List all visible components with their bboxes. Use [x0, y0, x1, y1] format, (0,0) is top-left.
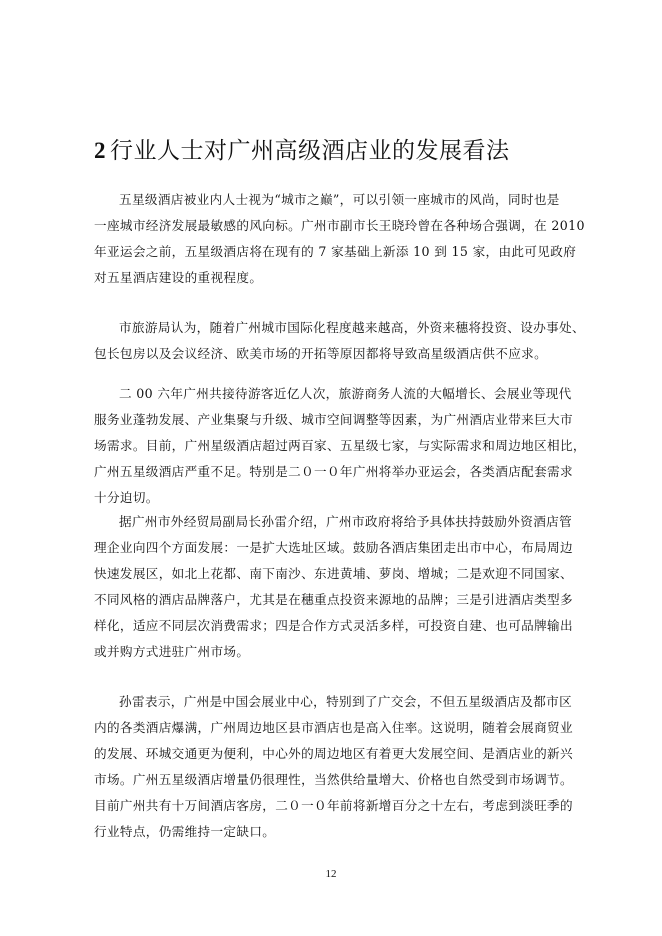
section-number: 2: [94, 138, 106, 163]
paragraph-line: 快速发展区，如北上花都、南下南沙、东进黄埔、萝岗、增城；二是欢迎不同国家、: [94, 566, 573, 581]
paragraph: [94, 187, 594, 291]
paragraph-line: 年亚运会之前，五星级酒店将在现有的 7 家基础上新添 10 到 15 家，由此可见政府: [94, 244, 577, 259]
section-title: 行业人士对广州高级酒店业的发展看法: [110, 138, 510, 164]
paragraph-line: 或并购方式进驻广州市场。: [94, 644, 250, 659]
paragraph-line: 的发展、环城交通更为便利，中心外的周边地区有着更大发展空间、是酒店业的新兴: [94, 746, 573, 761]
paragraph-line: 理企业向四个方面发展：一是扩大选址区域。鼓励各酒店集团走出市中心，布局周边: [94, 540, 573, 555]
paragraph: [94, 315, 594, 367]
page-number: 12: [325, 868, 337, 880]
paragraph-line: 十分迫切。: [94, 490, 159, 505]
paragraph: [94, 509, 594, 665]
paragraph: [94, 381, 594, 511]
paragraph-line: 目前广州共有十万间酒店客房，二０一０年前将新增百分之十左右，考虑到淡旺季的: [94, 798, 573, 813]
paragraph-line: 服务业蓬勃发展、产业集聚与升级、城市空间调整等因素，为广州酒店业带来巨大市: [94, 412, 573, 427]
paragraph-line: 据广州市外经贸局副局长孙雷介绍，广州市政府将给予具体扶持鼓励外资酒店管: [119, 514, 573, 529]
paragraph-line: 内的各类酒店爆满，广州周边地区县市酒店也是高入住率。这说明，随着会展商贸业: [94, 720, 573, 735]
paragraph-line: 一座城市经济发展最敏感的风向标。广州市副市长王晓玲曾在各种场合强调，在 2010: [94, 218, 585, 233]
paragraph: [94, 689, 594, 845]
paragraph-line: 五星级酒店被业内人士视为“城市之巅”，可以引领一座城市的风尚，同时也是: [119, 192, 560, 207]
paragraph-line: 市旅游局认为，随着广州城市国际化程度越来越高，外资来穗将投资、设办事处、: [119, 320, 585, 335]
paragraph-line: 样化，适应不同层次消费需求；四是合作方式灵活多样，可投资自建、也可品牌输出: [94, 618, 573, 633]
paragraph-line: 包长包房以及会议经济、欧美市场的开拓等原因都将导致高星级酒店供不应求。: [94, 346, 548, 361]
paragraph-line: 二 00 六年广州共接待游客近亿人次，旅游商务人流的大幅增长、会展业等现代: [119, 386, 572, 401]
paragraph-line: 场需求。目前，广州星级酒店超过两百家、五星级七家，与实际需求和周边地区相比，: [94, 438, 586, 453]
paragraph-line: 广州五星级酒店严重不足。特别是二０一０年广州将举办亚运会，各类酒店配套需求: [94, 464, 573, 479]
section-heading: [94, 132, 510, 165]
paragraph-line: 孙雷表示，广州是中国会展业中心，特别到了广交会，不但五星级酒店及都市区: [119, 694, 573, 709]
paragraph-line: 不同风格的酒店品牌落户，尤其是在穗重点投资来源地的品牌；三是引进酒店类型多: [94, 592, 573, 607]
paragraph-line: 市场。广州五星级酒店增量仍很理性，当然供给量增大、价格也自然受到市场调节。: [94, 772, 573, 787]
paragraph-line: 对五星酒店建设的重视程度。: [94, 270, 263, 285]
paragraph-line: 行业特点，仍需维持一定缺口。: [94, 824, 276, 839]
